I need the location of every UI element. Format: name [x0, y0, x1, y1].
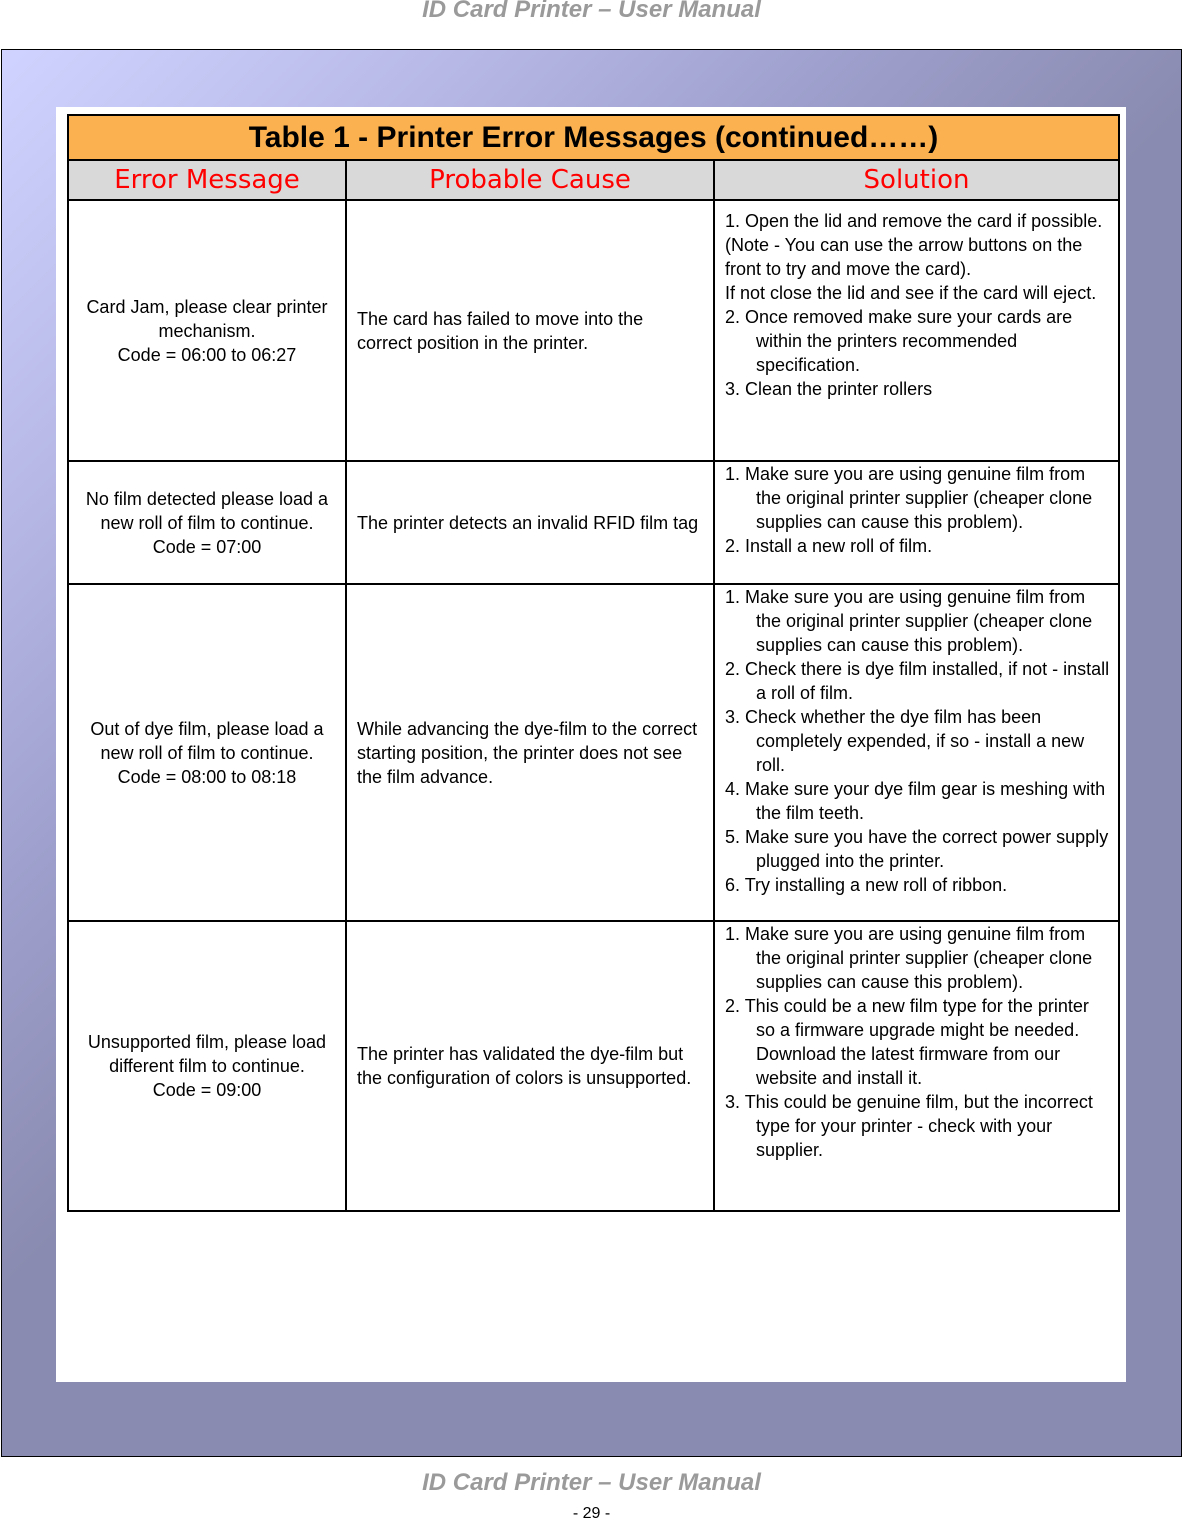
error-message-cell — [68, 200, 346, 461]
error-code: Code = 09:00 — [152, 1080, 262, 1100]
table-row — [68, 584, 1119, 921]
solution-cell — [714, 461, 1119, 584]
error-message-text: Unsupported film, please load different film to continue. — [87, 1032, 327, 1076]
probable-cause-cell: The card has failed to move into the correct position in the printer. — [346, 200, 714, 461]
table-title: Table 1 - Printer Error Messages (continued……) — [68, 115, 1119, 160]
solution-step: 1. Make sure you are using genuine film from the original printer supplier (cheaper clone supplies can cause this problem). — [725, 924, 1093, 992]
solution-step: 6. Try installing a new roll of ribbon. — [725, 875, 1008, 895]
solution-step: 5. Make sure you have the correct power supply plugged into the printer. — [725, 827, 1109, 871]
probable-cause-cell: While advancing the dye-film to the correct starting position, the printer does not see the film advance. — [346, 584, 714, 921]
solution-step: 1. Open the lid and remove the card if possible. — [725, 211, 1103, 231]
error-message-cell — [68, 921, 346, 1211]
solution-step: 2. Check there is dye film installed, if not - install a roll of film. — [725, 659, 1110, 703]
error-messages-table — [67, 114, 1120, 1212]
page-number: - 29 - — [572, 1505, 611, 1522]
error-code: Code = 07:00 — [152, 536, 262, 557]
solution-cell — [714, 200, 1119, 461]
column-header-solution: Solution — [714, 160, 1119, 200]
solution-step: 3. Check whether the dye film has been completely expended, if so - install a new roll. — [725, 707, 1085, 775]
solution-step: 2. Install a new roll of film. — [725, 536, 933, 556]
page-footer: ID Card Printer – User Manual — [422, 1469, 761, 1496]
solution-step: 1. Make sure you are using genuine film from the original printer supplier (cheaper clone supplies can cause this problem). — [725, 464, 1093, 532]
solution-step: 2. This could be a new film type for the printer so a firmware upgrade might be needed. Download the latest firmware from our website and install it. — [725, 996, 1089, 1088]
table-row — [68, 461, 1119, 584]
solution-note: (Note - You can use the arrow buttons on the front to try and move the card). — [725, 235, 1083, 279]
error-message-text: No film detected please load a new roll of film to continue. — [85, 488, 329, 533]
error-code: Code = 08:00 to 08:18 — [117, 766, 297, 787]
probable-cause-cell: The printer has validated the dye-film but the configuration of colors is unsupported. — [346, 921, 714, 1211]
solution-step: 1. Make sure you are using genuine film from the original printer supplier (cheaper clone supplies can cause this problem). — [725, 587, 1093, 655]
column-header-probable-cause: Probable Cause — [346, 160, 714, 200]
solution-step: 3. Clean the printer rollers — [725, 379, 933, 399]
solution-cell — [714, 584, 1119, 921]
solution-cell — [714, 921, 1119, 1211]
solution-note: If not close the lid and see if the card will eject. — [725, 283, 1097, 303]
error-message-text: Out of dye film, please load a new roll of film to continue. — [90, 718, 324, 763]
column-header-error-message: Error Message — [68, 160, 346, 200]
error-message-cell — [68, 461, 346, 584]
probable-cause-cell: The printer detects an invalid RFID film tag — [346, 461, 714, 584]
error-message-cell — [68, 584, 346, 921]
error-code: Code = 06:00 to 06:27 — [117, 344, 297, 365]
solution-step: 4. Make sure your dye film gear is meshing with the film teeth. — [725, 779, 1106, 823]
table-row — [68, 921, 1119, 1211]
solution-step: 2. Once removed make sure your cards are within the printers recommended specification. — [725, 307, 1073, 375]
error-message-text: Card Jam, please clear printer mechanism. — [86, 296, 328, 341]
page-header: ID Card Printer – User Manual — [422, 0, 761, 23]
table-row — [68, 200, 1119, 461]
solution-step: 3. This could be genuine film, but the incorrect type for your printer - check with your supplier. — [725, 1092, 1093, 1160]
